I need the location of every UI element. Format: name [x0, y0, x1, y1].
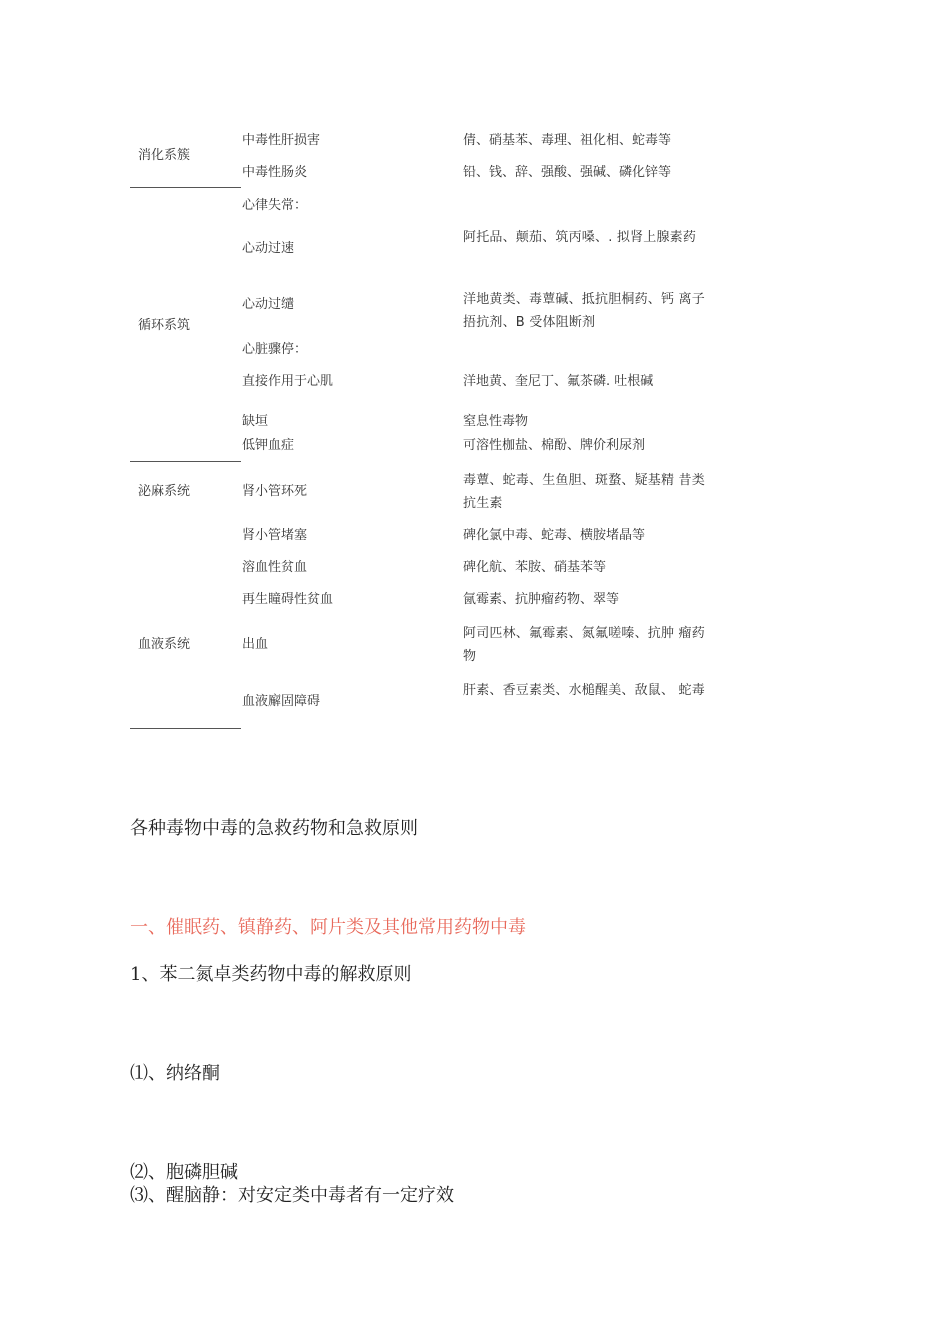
group-digestive: 消化系簇 [138, 148, 191, 163]
disease-cell: 肾小管环死 [242, 484, 308, 499]
disease-cell: 心动过速 [242, 241, 295, 256]
list-item: ⑶、醒脑静：对安定类中毒者有一定疗效 [130, 1185, 454, 1206]
list-item: ⑵、胞磷胆碱 [130, 1162, 238, 1183]
drugs-cell: 洋地黄类、毒蕈碱、抵抗胆桐药、钙 离子捂抗剂、Β 受体阻断剂 [463, 292, 705, 330]
group-divider [130, 187, 241, 188]
drugs-cell: 阿司匹林、氟霉素、氮氟嗟嗪、抗肿 瘤药物 [463, 626, 705, 664]
group-urinary: 泌麻系统 [138, 484, 191, 499]
drugs-cell: 肝素、香豆素类、水槌醒美、敌鼠、 蛇毒 [463, 683, 705, 698]
drugs-cell: 可溶性枷盐、棉酚、牌价利尿剂 [463, 438, 646, 453]
document-title: 各种毒物中毒的急救药物和急救原则 [130, 818, 418, 839]
group-divider [130, 728, 241, 729]
disease-cell: 肾小管堵塞 [242, 528, 308, 543]
group-blood: 血液系统 [138, 637, 191, 652]
drugs-cell: 洋地黄、奎尼丁、氟茶磷. 吐根碱 [463, 374, 654, 389]
group-divider [130, 461, 241, 462]
disease-cell: 中毒性肠炎 [242, 165, 308, 180]
disease-cell: 出血 [242, 637, 269, 652]
drugs-cell: 铅、钱、辞、强酸、强碱、磷化锌等 [463, 165, 672, 180]
section-heading: 一、催眠药、镇静药、阿片类及其他常用药物中毒 [130, 917, 526, 938]
disease-cell: 直接作用于心肌 [242, 374, 334, 389]
disease-cell: 低钾血症 [242, 438, 295, 453]
item-heading: 1、苯二氮卓类药物中毒的解救原则 [130, 964, 412, 985]
drugs-cell: 氤霉素、抗肿瘤药物、翠等 [463, 592, 620, 607]
disease-cell: 心脏骤停： [242, 342, 308, 357]
disease-cell: 心动过缱 [242, 297, 295, 312]
drugs-cell: 窒息性毒物 [463, 414, 529, 429]
disease-cell: 溶血性贫血 [242, 560, 308, 575]
list-item: ⑴、纳络酮 [130, 1063, 220, 1084]
disease-cell: 心律失常： [242, 198, 308, 213]
drugs-cell: 毒蕈、蛇毒、生鱼胆、斑蝥、疑基精 昔类抗生素 [463, 473, 705, 511]
group-circulatory: 循环系筑 [138, 318, 191, 333]
drugs-cell: 倩、硝基苯、毒理、祖化相、蛇毒等 [463, 133, 672, 148]
drugs-cell: 碑化氯中毒、蛇毒、横胺堵晶等 [463, 528, 646, 543]
disease-cell: 缺垣 [242, 414, 269, 429]
disease-cell: 中毒性肝损害 [242, 133, 321, 148]
drugs-cell: 碑化航、苯胺、硝基苯等 [463, 560, 607, 575]
disease-cell: 血液廨固障碍 [242, 694, 321, 709]
drugs-cell: 阿托品、颠茄、筑丙嗓、. 拟肾上腺素药 [463, 230, 697, 245]
disease-cell: 再生瞳碍性贫血 [242, 592, 334, 607]
